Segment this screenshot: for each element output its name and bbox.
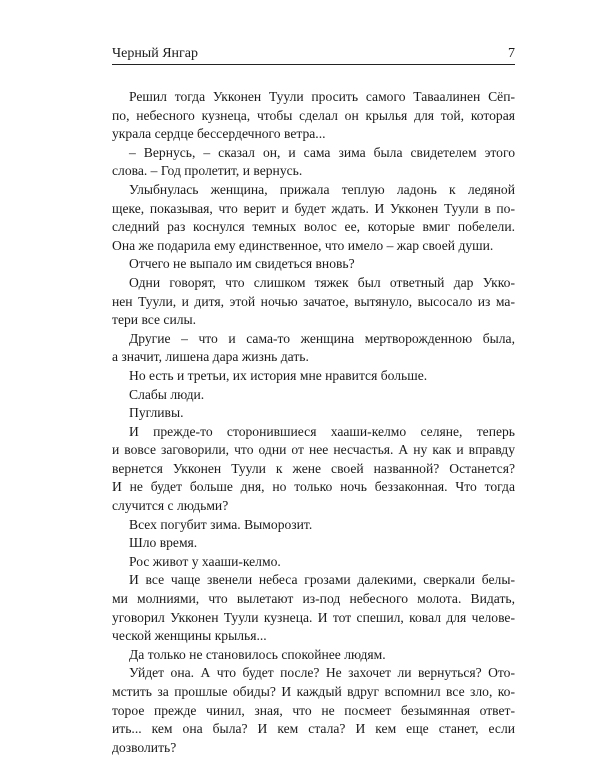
paragraph	[112, 553, 515, 572]
paragraph	[112, 88, 515, 144]
paragraph	[112, 181, 515, 255]
running-header	[112, 40, 515, 62]
text-line: И прежде-то сторонившиеся хааши-келмо селяне, теперь	[129, 423, 515, 439]
text-line: ми молниями, что вылетают из-под небесного молота. Видать,	[112, 591, 515, 607]
book-title: Черный Янгар	[112, 46, 198, 61]
text-line: а значит, лишена дара жизнь дать.	[112, 349, 309, 365]
text-line: Другие – что и сама-то женщина мертворожденною была,	[129, 330, 515, 346]
paragraph	[112, 534, 515, 553]
text-line: мстить за прошлые обиды? И каждый вдруг вспомнил все зло, ко-	[112, 684, 515, 699]
header-rule	[112, 64, 515, 65]
text-line: Улыбнулась женщина, прижала теплую ладонь к ледяной	[129, 181, 515, 197]
body-text	[112, 88, 515, 757]
text-line: ческой женщины крылья...	[112, 628, 267, 644]
text-line: Да только не становилось спокойнее людям.	[129, 646, 386, 662]
text-line: И не будет больше дня, но только ночь беззаконная. Что тогда	[112, 479, 515, 495]
paragraph	[112, 516, 515, 535]
text-line: украла сердце бессердечного ветра...	[112, 126, 326, 142]
text-line: Слабы люди.	[129, 386, 205, 402]
paragraph	[112, 386, 515, 405]
text-line: Всех погубит зима. Выморозит.	[129, 516, 313, 532]
text-line: по, небесного кузнеца, чтобы сделал он крылья для той, которая	[112, 107, 515, 123]
text-line: Решил тогда Укконен Туули просить самого Таваалинен Сёп-	[129, 89, 515, 104]
text-line: Шло время.	[129, 535, 198, 551]
text-line: и вовсе заговорили, что одни от нее несчастья. А ну как и вправду	[112, 442, 515, 458]
paragraph	[112, 664, 515, 757]
text-line: щеке, показывая, что верит и будет ждать. И Укконен Туули в по-	[112, 200, 515, 216]
text-line: тери все силы.	[112, 312, 197, 328]
text-line: слова. – Год пролетит, и вернусь.	[112, 163, 303, 179]
text-line: уговорил Укконен Туули кузнеца. И тот спешил, ковал для челове-	[112, 609, 515, 625]
text-line: торое прежде чинил, зная, что не посмеет безымянная ответ-	[112, 702, 515, 718]
text-line: И все чаще звенели небеса грозами далекими, сверкали белы-	[129, 572, 515, 588]
text-line: Пугливы.	[129, 405, 184, 421]
text-line: случится с людьми?	[112, 498, 229, 514]
text-line: Отчего не выпало им свидеться вновь?	[129, 256, 355, 272]
text-line: Но есть и третьи, их история мне нравится больше.	[129, 367, 428, 383]
text-line: Уйдет она. А что будет после? Не захочет ли вернуться? Ото-	[129, 665, 515, 681]
text-line: ить... кем она была? И кем стала? И кем еще станет, если	[112, 721, 515, 737]
text-line: нен Туули, и дитя, этой ночью зачатое, вытянуло, высосало из ма-	[112, 293, 515, 309]
paragraph	[112, 255, 515, 274]
page-number: 7	[508, 46, 515, 61]
paragraph	[112, 571, 515, 645]
paragraph	[112, 274, 515, 330]
paragraph	[112, 330, 515, 367]
text-line: Одни говорят, что слишком тяжек был ответный дар Укко-	[129, 274, 515, 290]
text-line: Она же подарила ему единственное, что имело – жар своей души.	[112, 237, 494, 253]
paragraph	[112, 646, 515, 665]
text-line: – Вернусь, – сказал он, и сама зима была свидетелем этого	[129, 144, 515, 160]
text-line: дозволить?	[112, 739, 177, 755]
paragraph	[112, 423, 515, 516]
text-line: Рос живот у хааши-келмо.	[129, 553, 281, 569]
text-line: вернется Укконен Туули к жене своей названной? Останется?	[112, 460, 515, 476]
paragraph	[112, 404, 515, 423]
paragraph	[112, 367, 515, 386]
paragraph	[112, 144, 515, 181]
text-line: следний раз коснулся темных волос ее, которые вмиг побелели.	[112, 219, 515, 235]
